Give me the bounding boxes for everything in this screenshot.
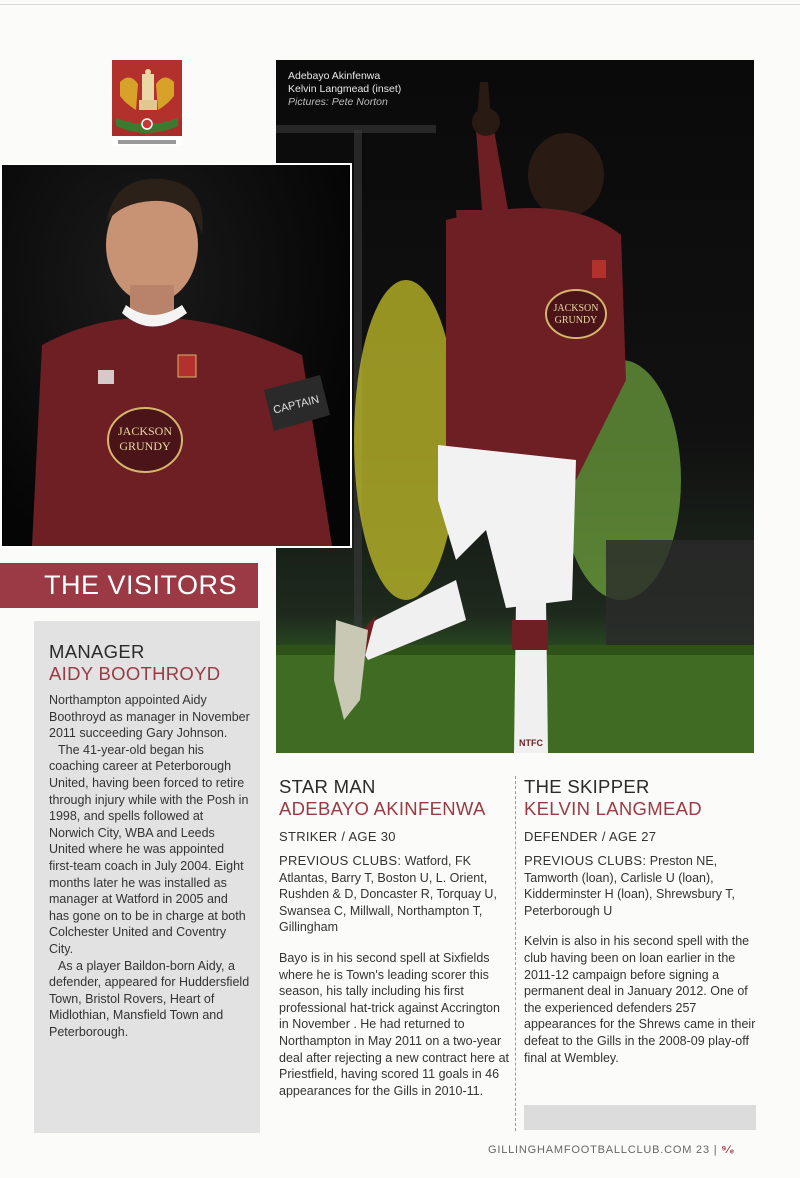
manager-paragraph-2: The 41-year-old began his coaching career at Peterborough United, having been forced to retire through injury while with the Posh in 1998, and spells followed at Norwich City, WBA and Leeds United where he was appointed first-team coach in July 2004. Eight months later he was installed as manager at Watford in 2005 and has gone on to be in charge at both Colchester United and Coventry City. xyxy=(49,742,249,956)
star-man-clubs-list: Watford, FK Atlantas, Barry T, Boston U, L. Orient, Rushden & D, Doncaster R, Torquay U, Swansea C, Millwall, Northampton T, Gillingham xyxy=(279,854,497,935)
skipper-clubs-label: PREVIOUS CLUBS: xyxy=(524,853,647,868)
skipper-position: DEFENDER / AGE 27 xyxy=(524,829,657,844)
skipper-clubs xyxy=(524,853,760,919)
skipper-heading: THE SKIPPER xyxy=(524,776,650,797)
top-rule xyxy=(0,4,800,5)
skipper-sponsor-line1: JACKSON xyxy=(117,424,173,438)
star-man-column xyxy=(279,776,511,1099)
star-man-heading: STAR MAN xyxy=(279,776,376,797)
star-man-bio: Bayo is in his second spell at Sixfields where he is Town's leading scorer this season, his tally including his first professional hat-trick against Accrington in November . He had returned to Northampton in May 2011 on a two-year deal after rejecting a new contract here at Priestfield, having scored 11 goals in 46 appearances for the Gills in 2010-11. xyxy=(279,950,509,1098)
grey-footer-bar xyxy=(524,1105,756,1130)
caption-line-1: Adebayo Akinfenwa xyxy=(288,70,381,82)
page-footer xyxy=(488,1144,735,1156)
striker-sponsor-line2: GRUNDY xyxy=(554,315,598,326)
skipper-name: KELVIN LANGMEAD xyxy=(524,798,702,819)
footer-club-mark: ⁹⁄ₑ xyxy=(721,1144,735,1156)
footer-separator: | xyxy=(713,1144,718,1156)
skipper-sponsor-line2: GRUNDY xyxy=(119,439,171,453)
manager-paragraph-1: Northampton appointed Aidy Boothroyd as manager in November 2011 succeeding Gary Johnson. xyxy=(49,693,250,741)
footer-site: GILLINGHAMFOOTBALLCLUB.COM xyxy=(488,1144,693,1156)
footer-page-number: 23 xyxy=(696,1144,710,1156)
striker-shorts-text: NTFC xyxy=(519,738,543,748)
star-man-clubs xyxy=(279,853,511,936)
photo-caption xyxy=(288,70,401,109)
manager-panel xyxy=(34,621,260,1133)
skipper-clubs-list: Preston NE, Tamworth (loan), Carlisle U (loan), Kidderminster H (loan), Shrewsbury T, Peterborough U xyxy=(524,854,735,918)
manager-name: AIDY BOOTHROYD xyxy=(49,663,221,684)
section-banner: THE VISITORS xyxy=(0,563,258,608)
manager-heading: MANAGER xyxy=(49,641,145,662)
skipper-column xyxy=(524,776,760,1066)
captain-armband-text: CAPTAIN xyxy=(272,393,321,417)
star-man-position: STRIKER / AGE 30 xyxy=(279,829,396,844)
skipper-bio: Kelvin is also in his second spell with the club having been on loan earlier in the 2011-12 campaign before signing a permanent deal in January 2012. One of the experienced defenders 257 appearances for the Shrews came in their defeat to the Gills in the 2008-09 play-off final at Wembley. xyxy=(524,934,756,1065)
skipper-illustration xyxy=(2,165,350,546)
manager-paragraph-3: As a player Baildon-born Aidy, a defender, appeared for Huddersfield Town, Bristol Rovers, Heart of Midlothian, Mansfield Town and Peterborough. xyxy=(49,958,250,1039)
club-crest-logo xyxy=(112,60,182,150)
photo-credit: Pictures: Pete Norton xyxy=(288,96,388,108)
column-divider xyxy=(515,776,516,1131)
striker-sponsor-line1: JACKSON xyxy=(553,303,599,314)
skipper-photo xyxy=(0,163,352,548)
star-man-clubs-label: PREVIOUS CLUBS: xyxy=(279,853,402,868)
caption-line-2: Kelvin Langmead (inset) xyxy=(288,83,402,95)
star-man-name: ADEBAYO AKINFENWA xyxy=(279,798,486,819)
